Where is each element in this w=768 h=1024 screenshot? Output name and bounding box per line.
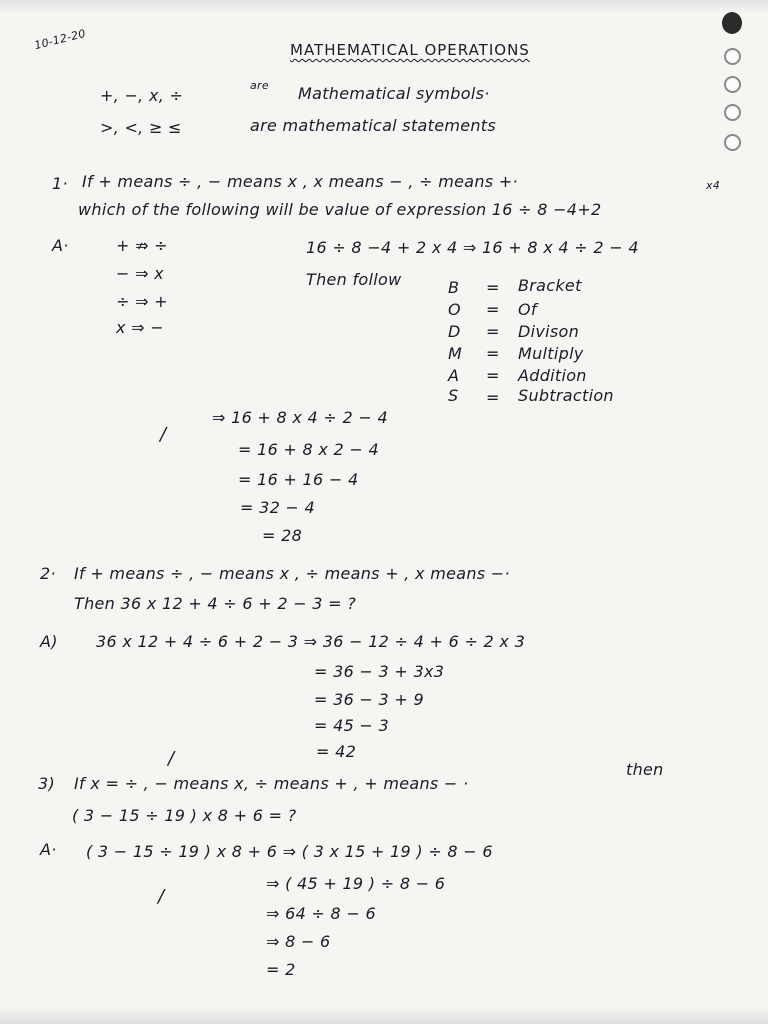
q1-expression: 16 ÷ 8 −4 + 2 x 4 ⇒ 16 + 8 x 4 ÷ 2 − 4 <box>306 238 639 257</box>
q3-number: 3) <box>38 774 56 793</box>
tick-mark: / <box>158 886 165 907</box>
binder-hole <box>724 134 741 151</box>
q2-number: 2· <box>40 564 56 583</box>
q1-question: which of the following will be value of expression 16 ÷ 8 −4+2 <box>78 200 602 219</box>
bodmas-equals: = <box>486 300 500 319</box>
q1-superscript: x4 <box>706 179 721 192</box>
tick-mark: / <box>168 748 175 769</box>
q1-map-row: + ⇏ ÷ <box>116 236 168 255</box>
q3-step: = 2 <box>266 960 296 979</box>
q1-step: = 16 + 8 x 2 − 4 <box>238 440 379 459</box>
bodmas-word: Divison <box>518 322 580 341</box>
q1-then-follow: Then follow <box>306 270 402 289</box>
bodmas-letter: M <box>448 344 463 363</box>
bodmas-word: Of <box>518 300 537 319</box>
bodmas-equals: = <box>486 366 500 385</box>
q1-step: = 16 + 16 − 4 <box>238 470 359 489</box>
q2-statement: If + means ÷ , − means x , ÷ means + , x means −· <box>74 564 510 583</box>
q2-answer-label: A) <box>40 632 58 651</box>
q2-question: Then 36 x 12 + 4 ÷ 6 + 2 − 3 = ? <box>74 594 357 613</box>
q3-step: ⇒ ( 45 + 19 ) ÷ 8 − 6 <box>266 874 446 893</box>
bodmas-word: Bracket <box>518 276 582 295</box>
binder-hole <box>724 48 741 65</box>
bodmas-equals: = <box>486 344 500 363</box>
q3-statement: If x = ÷ , − means x, ÷ means + , + means − · <box>74 774 469 793</box>
q2-step: = 36 − 3 + 9 <box>314 690 424 709</box>
q3-step: ⇒ 8 − 6 <box>266 932 331 951</box>
q3-step: ⇒ 64 ÷ 8 − 6 <box>266 904 376 923</box>
bodmas-equals: = <box>486 278 500 297</box>
q3-answer-label: A· <box>40 840 57 859</box>
intro-symbols: +, −, x, ÷ <box>100 86 184 105</box>
q2-step: = 45 − 3 <box>314 716 390 735</box>
intro-are: are <box>250 79 269 92</box>
q3-expression: ( 3 − 15 ÷ 19 ) x 8 + 6 ⇒ ( 3 x 15 + 19 ) ÷ 8 − 6 <box>86 842 493 861</box>
binder-hole <box>724 76 741 93</box>
intro-statements-label: are mathematical statements <box>250 116 497 135</box>
bodmas-letter: O <box>448 300 461 319</box>
binder-hole <box>724 104 741 121</box>
q1-statement: If + means ÷ , − means x , x means − , ÷ means +· <box>82 172 518 191</box>
bodmas-letter: D <box>448 322 461 341</box>
q2-expression: 36 x 12 + 4 ÷ 6 + 2 − 3 ⇒ 36 − 12 ÷ 4 + 6 ÷ 2 x 3 <box>96 632 526 651</box>
q2-step: = 36 − 3 + 3x3 <box>314 662 445 681</box>
ink-blot <box>722 12 742 34</box>
q1-step: = 28 <box>262 526 303 545</box>
tick-mark: / <box>160 424 167 445</box>
bodmas-equals: = <box>486 322 500 341</box>
q1-answer-label: A· <box>52 236 69 255</box>
q1-map-row: − ⇒ x <box>116 264 164 283</box>
bodmas-letter: S <box>448 386 459 405</box>
scan-bottom-edge <box>0 1008 768 1024</box>
q1-step: = 32 − 4 <box>240 498 316 517</box>
bodmas-equals: = <box>486 388 500 407</box>
q1-number: 1· <box>52 174 68 193</box>
bodmas-word: Multiply <box>518 344 584 363</box>
intro-statements: >, <, ≥ ≤ <box>100 118 182 137</box>
q3-question: ( 3 − 15 ÷ 19 ) x 8 + 6 = ? <box>72 806 297 825</box>
page-date: 10-12-20 <box>33 26 88 53</box>
bodmas-word: Addition <box>518 366 587 385</box>
intro-symbols-label: Mathematical symbols· <box>298 84 490 103</box>
bodmas-letter: B <box>448 278 460 297</box>
q1-map-row: ÷ ⇒ + <box>116 292 168 311</box>
q1-step: ⇒ 16 + 8 x 4 ÷ 2 − 4 <box>212 408 388 427</box>
bodmas-letter: A <box>448 366 460 385</box>
bodmas-word: Subtraction <box>518 386 614 405</box>
scan-top-edge <box>0 0 768 14</box>
q1-map-row: x ⇒ − <box>116 318 164 337</box>
q2-step: = 42 <box>316 742 357 761</box>
page-title: MATHEMATICAL OPERATIONS <box>290 41 530 59</box>
q3-then: then <box>626 760 664 779</box>
